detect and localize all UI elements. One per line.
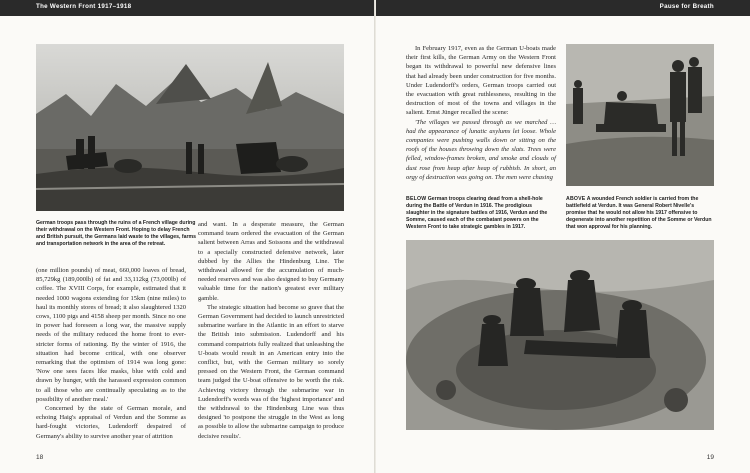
right-running-head: Pause for Breath xyxy=(659,3,714,10)
below-photo-caption xyxy=(406,196,556,231)
left-running-head: The Western Front 1917–1918 xyxy=(36,3,132,10)
right-running-head-bar xyxy=(376,0,750,16)
right-page xyxy=(376,0,750,473)
shell-hole-photo xyxy=(406,240,714,430)
left-col2-paragraph: The strategic situation had become so grave that the German Government had decided to launch unrestricted submarine warfare in the Atlantic in an effort to starve the British into submission. Ludendorff and his command compatriots fully realized that unleashing the U-boats would result in an American entry into the conflict, but, with the German military so sorely pressed on the Western Front, the German command team judged the U-boat offensive to be worth the risk. Achieving victory through the submarine war in Ludendorff's words was of the 'highest importance' and the withdrawal to the Hindenburg Line was thus designed 'to postpone the struggle in the West as long as possible to allow the submarine campaign to produce decisive results'. xyxy=(198,303,344,440)
right-text-column xyxy=(406,44,556,182)
left-column-1 xyxy=(36,266,186,441)
ruined-village-photo xyxy=(36,44,344,211)
wounded-soldier-photo xyxy=(566,44,714,186)
above-photo-caption xyxy=(566,196,714,231)
left-col1-paragraph: (one million pounds) of meat, 660,000 loaves of bread, 85,729kg (189,000lb) of fat and 33,112kg (73,000lb) of coffee. The XVIII Corps, for example, estimated that it needed 1000 wagons extending for 15km (nine miles) to haul its monthly stores of bread; it also slaughtered 1320 cows, 1100 pigs and 4158 sheep per month. Since no one in power had foreseen a long war, the massive supply needs of the military reduced the home front to ever-stricter forms of rationing. By the winter of 1916, the situation had become critical, with one observer remarking that the optimism of 1914 was long gone: 'Now one sees faces like masks, blue with cold and drawn by hunger, with the harassed expression common to all those who are continually speculating as to the possibility of another meal.' xyxy=(36,267,186,403)
left-page xyxy=(0,0,374,473)
caption-tag-below: BELOW xyxy=(406,196,427,202)
left-page-number: 18 xyxy=(36,454,44,461)
caption-below-text: German troops clearing dead from a shell-hole during the Battle of Verdun in 1916. The prodigious slaughter in the signature battles of 1916, Verdun and the Somme, caused each of the combatant powers on the Western Front to take strategic gambles in 1917. xyxy=(406,196,548,231)
right-intro-paragraph: In February 1917, even as the German U-boats made their first kills, the German Army on the Western Front began its withdrawal to powerful new defensive lines that had already been under construction for five months. Under Ludendorff's orders, German troops carried out the evacuation with great ruthlessness, resulting in the destruction of most of the towns and villages in the salient. Ernst Jünger recalled the scene: xyxy=(406,45,556,117)
left-col2-paragraph: and want. In a desperate measure, the German command team ordered the evacuation of the German salient between Arras and Soissons and the withdrawal to a specially constructed defensive network, later dubbed by the Allies the Hindenburg Line. The withdrawal allowed for the accumulation of much-needed reserves and was also designed to buy Germany valuable time for the nation's greatest ever military gamble. xyxy=(198,221,344,302)
left-column-2 xyxy=(198,220,344,441)
junger-quote: 'The villages we passed through as we marched … had the appearance of lunatic asylums let loose. Whole companies were pushing walls down or sitting on the roofs of the houses throwing down the slats. Trees were felled, window-frames broken, and smoke and clouds of dust rose from heap after heap of rubbish. In short, an orgy of destruction was going on. The men were chasing xyxy=(406,118,556,181)
left-running-head-bar xyxy=(0,0,374,16)
caption-above-text: A wounded French soldier is carried from the battlefield at Verdun. It was General Robert Nivelle's promise that he would not allow his 1917 offensive to degenerate into another repetition of the Somme or Verdun that won approval for his planning. xyxy=(566,196,712,231)
left-col1-paragraph: Concerned by the state of German morale, and echoing Haig's appraisal of Verdun and the Somme as hard-fought victories, Ludendorff despaired of Germany's ability to survive another year of attrition xyxy=(36,405,186,440)
right-page-number: 19 xyxy=(706,454,714,461)
caption-tag-above: ABOVE xyxy=(566,196,586,202)
left-photo-caption: German troops pass through the ruins of a French village during their withdrawal on the Western Front. Hoping to delay French and British pursuit, the Germans laid waste to the villages, farms and transportation network in the area of the retreat. xyxy=(36,220,196,248)
